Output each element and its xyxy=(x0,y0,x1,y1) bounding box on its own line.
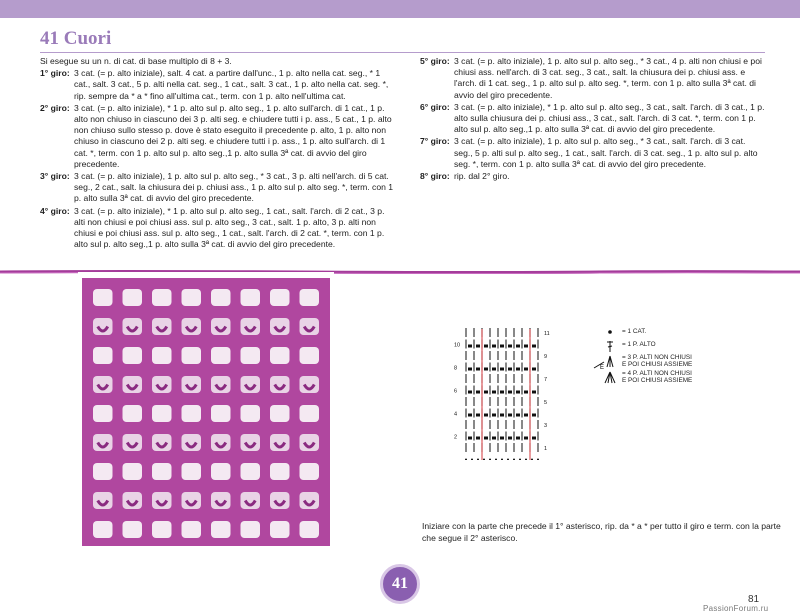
round-text: 3 cat. (= p. alto iniziale), salt. 4 cat. a partire dall'unc., 1 p. alto nella cat. seg., * 1 cat., salt. 3 cat., 5 p. alti nella cat. seg., 1 cat., salt. 3 cat., 1 p. alto nella cat. seg. *, rip. sempre da * a * fino all'ultima cat., term. con 1 p. alto nell'ultima cat. xyxy=(74,68,389,101)
round-label: 7° giro: xyxy=(420,136,450,147)
round-4 xyxy=(40,206,395,251)
chain-block xyxy=(532,414,536,417)
round-text: 3 cat. (= p. alto iniziale), * 1 p. alto sul p. alto seg., 1 p. alto sull'arch. di 1 cat., 1 p. alto non chiuso in ciascuno dei 3 p. alti seg. e chiudere tutti i p. ass., 5 cat., 1 p. alto non chiuso sullo stesso p. dove è stato eseguito il precedente p. alto, 1 p. alto non chiuso in ciascuno dei 2 p. alti seg. e chiudere tutti i p. ass., 1 p. alto sull'arch. di 1 cat. *, term. con 1 p. alto sul p. alto seg.,1 p. alto sulla 3ª cat. di avvio del giro precedente. xyxy=(74,102,392,169)
chain-block xyxy=(524,368,528,371)
chain-block xyxy=(500,391,504,394)
round-5 xyxy=(420,56,765,101)
round-label: 8° giro: xyxy=(420,171,450,182)
chain-dot xyxy=(483,459,485,461)
legend-text: = 1 CAT. xyxy=(622,328,647,335)
swatch-hole xyxy=(300,463,320,480)
swatch-hole xyxy=(152,521,172,538)
legend-text: = 3 P. ALTI NON CHIUSI E POI CHIUSI ASSIEME xyxy=(622,354,693,368)
chain-dot xyxy=(489,459,491,461)
chain-block xyxy=(492,368,496,371)
chain-block xyxy=(516,368,520,371)
chain-dot xyxy=(465,459,467,461)
crochet-swatch-photo xyxy=(78,272,334,552)
chain-block xyxy=(492,437,496,440)
swatch-hole xyxy=(300,347,320,364)
row-number: 10 xyxy=(454,342,461,349)
row-number: 9 xyxy=(544,354,548,360)
round-7 xyxy=(420,136,765,170)
chain-block xyxy=(516,414,520,417)
chain-block xyxy=(476,368,480,371)
chain-block xyxy=(524,345,528,348)
row-number: 3 xyxy=(544,423,548,429)
chain-dot xyxy=(537,459,539,461)
swatch-hole xyxy=(152,405,172,422)
chain-block xyxy=(508,368,512,371)
chain-dot xyxy=(507,459,509,461)
round-text: 3 cat. (= p. alto iniziale), * 1 p. alto sul p. alto seg., 1 cat., salt. l'arch. di 2 cat., 3 p. alti non chiusi e poi chiusi ass. sul p. alto seg., 3 cat., salt. 1 p. alto, 3 p. alti non chiusi e poi chiusi ass. sul p. alto seg., 1 cat., salt. l'arch. di 2 cat. *, term. con 1 p. alto sul p. alto seg.,1 p. alto sulla 3ª cat. di avvio del giro precedente. xyxy=(74,205,385,250)
swatch-hole xyxy=(241,347,261,364)
three-dc-cluster-icon xyxy=(588,354,622,370)
round-label: 5° giro: xyxy=(420,56,450,66)
chain-block xyxy=(516,437,520,440)
row-number: 6 xyxy=(454,388,458,395)
legend-item xyxy=(588,341,692,354)
chain-block xyxy=(508,414,512,417)
swatch-hole xyxy=(270,347,290,364)
swatch-hole xyxy=(182,347,202,364)
watermark: PassionForum.ru xyxy=(703,604,769,613)
swatch-hole xyxy=(152,289,172,306)
title-rule xyxy=(40,52,765,53)
chain-dot xyxy=(495,459,497,461)
round-label: 4° giro: xyxy=(40,205,70,216)
swatch-hole xyxy=(241,463,261,480)
marker-letter: E xyxy=(600,365,605,370)
chain-block xyxy=(484,368,488,371)
chain-dot xyxy=(513,459,515,461)
swatch-hole xyxy=(300,405,320,422)
swatch-hole xyxy=(270,289,290,306)
chain-dot xyxy=(531,459,533,461)
round-8 xyxy=(420,171,765,182)
instructions-left-column xyxy=(40,56,395,251)
header-band xyxy=(0,0,800,18)
instructions-right-column xyxy=(420,56,765,183)
swatch-hole xyxy=(241,289,261,306)
diagram-legend xyxy=(588,328,692,386)
swatch-hole xyxy=(152,347,172,364)
swatch-hole xyxy=(241,521,261,538)
swatch-hole xyxy=(182,463,202,480)
row-number: 5 xyxy=(544,400,548,406)
legend-item xyxy=(588,370,692,386)
round-label: 2° giro: xyxy=(40,102,70,113)
chain-block xyxy=(476,345,480,348)
chain-block xyxy=(524,391,528,394)
chain-block xyxy=(476,437,480,440)
chain-dot xyxy=(501,459,503,461)
swatch-hole xyxy=(182,289,202,306)
row-number: 11 xyxy=(544,331,550,337)
round-label: 6° giro: xyxy=(420,101,450,112)
chain-block xyxy=(484,437,488,440)
chain-block xyxy=(524,414,528,417)
swatch-hole xyxy=(270,405,290,422)
chain-dot xyxy=(519,459,521,461)
swatch-hole xyxy=(123,347,143,364)
chain-block xyxy=(484,345,488,348)
swatch-hole xyxy=(270,521,290,538)
swatch-hole xyxy=(93,289,113,306)
legend-text: = 1 P. ALTO xyxy=(622,341,656,348)
page-number: 81 xyxy=(748,594,760,605)
round-text: 3 cat. (= p. alto iniziale), 1 p. alto sul p. alto seg., * 3 cat., 3 p. alti nell'arch. di 5 cat. seg., 2 cat., salt. la chiusura dei p. chiusi ass., 1 p. alto sul p. alto seg. *, term. con 1 p. alto sulla 3ª cat. di avvio del giro precedente. xyxy=(74,171,394,204)
row-number: 7 xyxy=(544,377,548,383)
chain-block xyxy=(468,368,472,371)
swatch-hole xyxy=(211,521,231,538)
row-number: 2 xyxy=(454,434,458,441)
pattern-title: 41 Cuori xyxy=(40,28,112,49)
chain-block xyxy=(468,345,472,348)
double-crochet-icon xyxy=(588,341,622,353)
legend-text: = 4 P. ALTI NON CHIUSI E POI CHIUSI ASSIEME xyxy=(622,370,693,384)
swatch-hole xyxy=(93,521,113,538)
chain-block xyxy=(476,391,480,394)
round-6 xyxy=(420,102,765,136)
chain-block xyxy=(516,391,520,394)
chain-block xyxy=(524,437,528,440)
swatch-hole xyxy=(93,463,113,480)
chain-block xyxy=(468,414,472,417)
caption-text: Iniziare con la parte che precede il 1° asterisco, rip. da * a * per tutto il giro e term. con la parte che segue il 2° asterisco. xyxy=(422,521,781,543)
chain-block xyxy=(516,345,520,348)
swatch-hole xyxy=(211,289,231,306)
row-number: 1 xyxy=(544,446,548,452)
round-1 xyxy=(40,68,395,102)
chain-block xyxy=(508,391,512,394)
legend-item xyxy=(588,354,692,370)
chain-block xyxy=(484,414,488,417)
round-text: 3 cat. (= p. alto iniziale), 1 p. alto sul p. alto seg., * 3 cat., 4 p. alti non chiusi e poi chiusi ass. nell'arch. di 3 cat. seg., 3 cat., salt. la chiusura dei p. chiusi ass. e l'arch. di 1 cat. seg., 1 p. alto sul p. alto seg. *, term. con 1 p. alto sulla 3ª cat. di avvio del giro precedente. xyxy=(454,56,762,100)
chain-block xyxy=(500,368,504,371)
round-2 xyxy=(40,103,395,170)
legend-item xyxy=(588,328,692,341)
intro-text: Si esegue su un n. di cat. di base multiplo di 8 + 3. xyxy=(40,56,232,66)
chain-block xyxy=(500,414,504,417)
chain-block xyxy=(484,391,488,394)
pattern-number-badge: 41 xyxy=(380,564,420,604)
swatch-hole xyxy=(182,521,202,538)
four-dc-cluster-icon xyxy=(588,370,622,382)
row-number: 8 xyxy=(454,365,458,372)
chain-block xyxy=(492,345,496,348)
swatch-hole xyxy=(182,405,202,422)
chain-block xyxy=(476,414,480,417)
swatch-hole xyxy=(211,347,231,364)
stitch-diagram xyxy=(452,325,557,460)
round-label: 3° giro: xyxy=(40,171,70,182)
swatch-hole xyxy=(123,463,143,480)
chain-block xyxy=(508,345,512,348)
chain-dot xyxy=(477,459,479,461)
chain-block xyxy=(500,345,504,348)
chain-block xyxy=(532,437,536,440)
chain-dot xyxy=(471,459,473,461)
swatch-hole xyxy=(123,521,143,538)
chain-block xyxy=(468,437,472,440)
swatch-hole xyxy=(123,405,143,422)
round-text: rip. dal 2° giro. xyxy=(454,171,510,182)
chain-block xyxy=(532,391,536,394)
round-text: 3 cat. (= p. alto iniziale), 1 p. alto sul p. alto seg., * 3 cat., salt. l'arch. di 3 cat. seg., 5 p. alti sul p. alto seg., 1 cat., salt. l'arch. di 3 cat. seg., 1 p. alto sul p. alto seg. *, term. con 1 p. alto sulla 3ª cat. di avvio del giro precedente. xyxy=(454,136,758,169)
swatch-hole xyxy=(270,463,290,480)
round-text: 3 cat. (= p. alto iniziale), * 1 p. alto sul p. alto seg., 3 cat., salt. l'arch. di 3 cat., 1 p. alto sulla chiusura dei p. chiusi ass., 3 cat., salt. l'arch. di 3 cat. *, term. con 1 p. alto sul p. alto seg.,1 p. alto sulla 3ª cat. di avvio del giro precedente. xyxy=(454,101,765,135)
round-label: 1° giro: xyxy=(40,68,70,79)
chain-block xyxy=(532,345,536,348)
chain-block xyxy=(500,437,504,440)
swatch-hole xyxy=(211,405,231,422)
swatch-hole xyxy=(211,463,231,480)
chain-dot xyxy=(525,459,527,461)
swatch-hole xyxy=(241,405,261,422)
swatch-hole xyxy=(93,405,113,422)
chain-dot-icon xyxy=(588,328,622,340)
round-3 xyxy=(40,171,395,205)
swatch-hole xyxy=(300,289,320,306)
chain-block xyxy=(492,391,496,394)
chain-block xyxy=(468,391,472,394)
swatch-hole xyxy=(93,347,113,364)
swatch-hole xyxy=(300,521,320,538)
chain-block xyxy=(492,414,496,417)
swatch-hole xyxy=(123,289,143,306)
chain-block xyxy=(532,368,536,371)
row-number: 4 xyxy=(454,411,458,418)
chain-block xyxy=(508,437,512,440)
swatch-hole xyxy=(152,463,172,480)
